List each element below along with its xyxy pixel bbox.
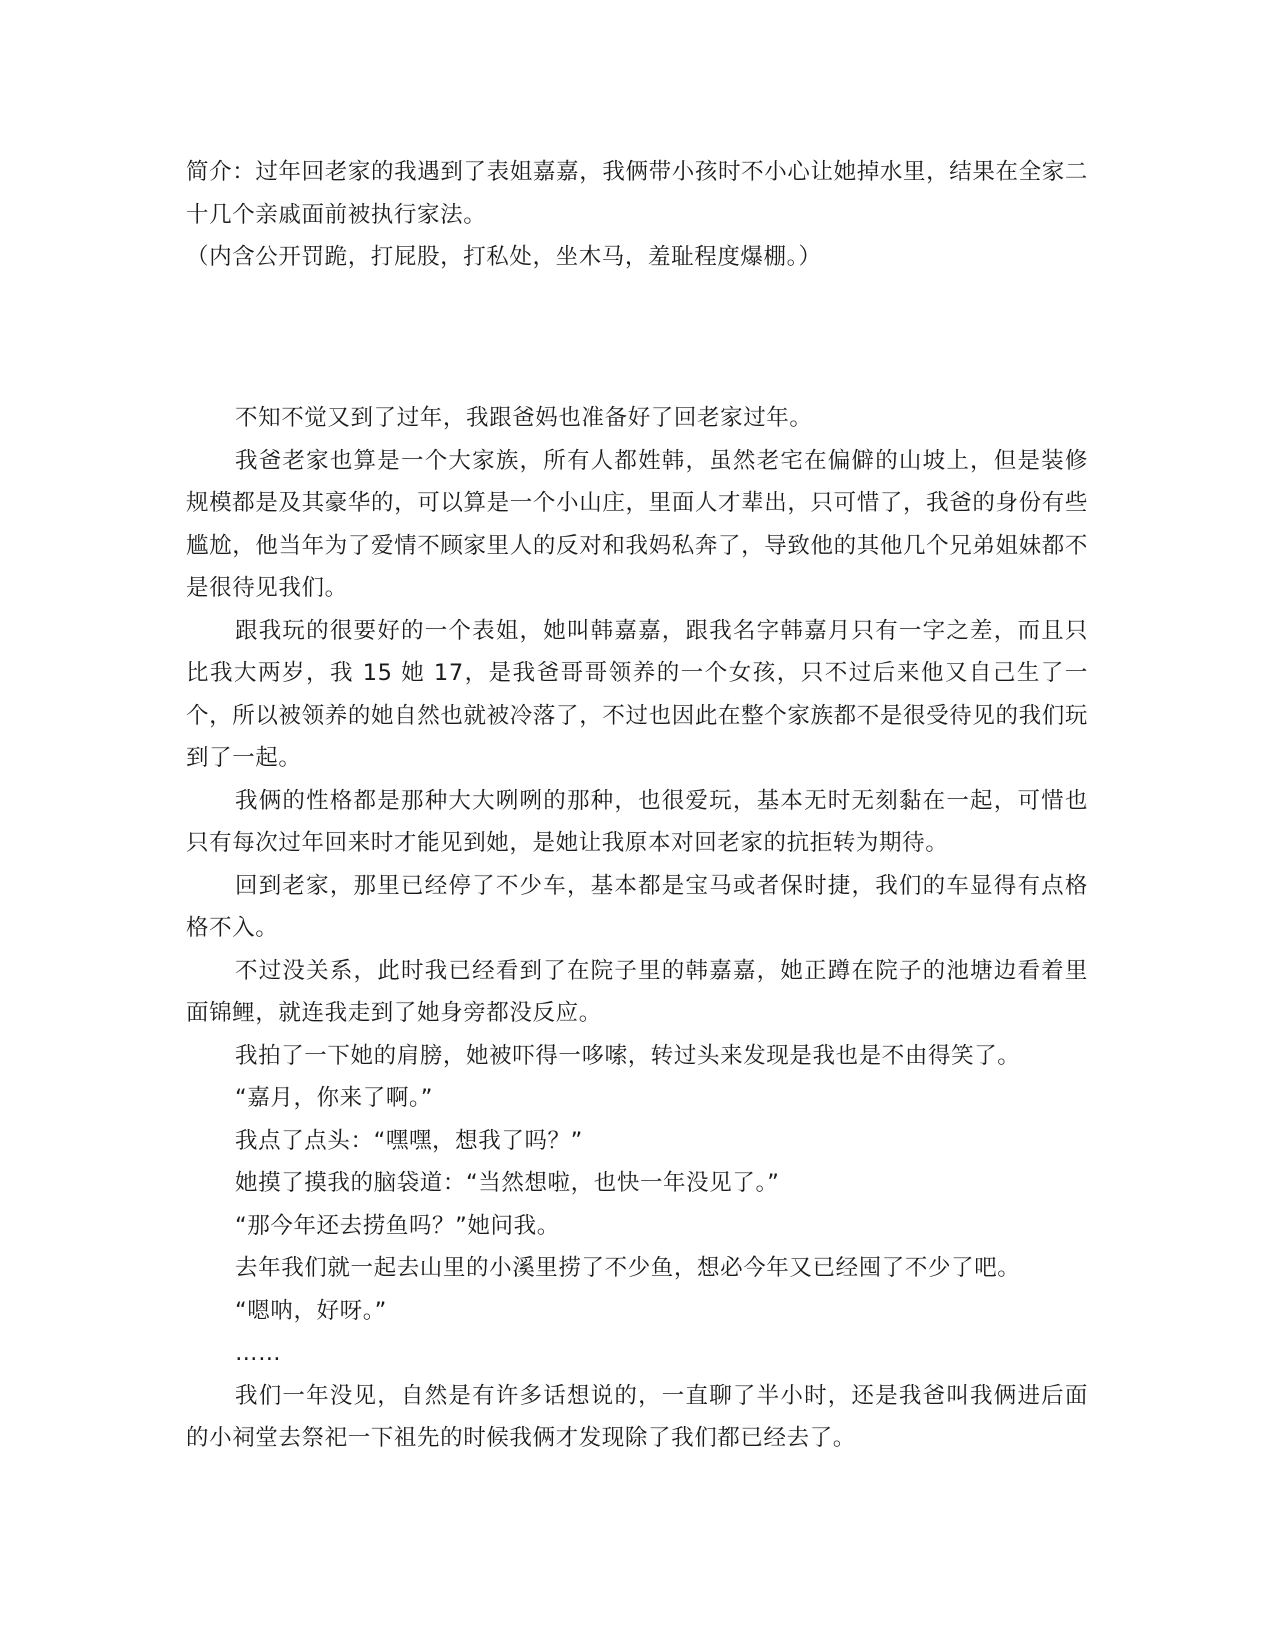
story-paragraph: 不过没关系，此时我已经看到了在院子里的韩嘉嘉，她正蹲在院子的池塘边看着里面锦鲤，就连我走到了她身旁都没反应。 bbox=[186, 957, 1088, 1026]
story-paragraph: 回到老家，那里已经停了不少车，基本都是宝马或者保时捷，我们的车显得有点格格不入。 bbox=[186, 872, 1088, 941]
dialogue-line: “嘉月，你来了啊。” bbox=[235, 1085, 434, 1111]
intro-section bbox=[186, 151, 1088, 279]
story-paragraph: 我点了点头：“嘿嘿，想我了吗？” bbox=[235, 1127, 583, 1154]
story-paragraph: 我们一年没见，自然是有许多话想说的，一直聊了半小时，还是我爸叫我俩进后面的小祠堂去祭祀一下祖先的时候我俩才发现除了我们都已经去了。 bbox=[186, 1382, 1088, 1451]
intro-summary: 简介：过年回老家的我遇到了表姐嘉嘉，我俩带小孩时不小心让她掉水里，结果在全家二十几个亲戚面前被执行家法。 bbox=[186, 159, 1088, 228]
intro-note: （内含公开罚跪，打屁股，打私处，坐木马，羞耻程度爆棚。） bbox=[186, 244, 822, 270]
ellipsis-line: …… bbox=[235, 1340, 282, 1366]
story-paragraph: 我俩的性格都是那种大大咧咧的那种，也很爱玩，基本无时无刻黏在一起，可惜也只有每次过年回来时才能见到她，是她让我原本对回老家的抗拒转为期待。 bbox=[186, 787, 1088, 856]
story-paragraph: 我拍了一下她的肩膀，她被吓得一哆嗦，转过头来发现是我也是不由得笑了。 bbox=[235, 1042, 1021, 1069]
story-paragraph: 不知不觉又到了过年，我跟爸妈也准备好了回老家过年。 bbox=[235, 405, 813, 431]
story-paragraph: 我爸老家也算是一个大家族，所有人都姓韩，虽然老宅在偏僻的山坡上，但是装修规模都是及其豪华的，可以算是一个小山庄，里面人才辈出，只可惜了，我爸的身份有些尴尬，他当年为了爱情不顾家里人的反对和我妈私奔了，导致他的其他几个兄弟姐妹都不是很待见我们。 bbox=[186, 447, 1088, 601]
dialogue-line: “嗯呐，好呀。” bbox=[235, 1297, 387, 1324]
story-paragraph: 去年我们就一起去山里的小溪里捞了不少鱼，想必今年又已经囤了不少了吧。 bbox=[235, 1255, 1021, 1281]
story-paragraph: 她摸了摸我的脑袋道：“当然想啦，也快一年没见了。” bbox=[235, 1170, 780, 1196]
story-body bbox=[186, 397, 1088, 1460]
story-paragraph: 跟我玩的很要好的一个表姐，她叫韩嘉嘉，跟我名字韩嘉月只有一字之差，而且只比我大两岁，我 15 她 17，是我爸哥哥领养的一个女孩，只不过后来他又自己生了一个，所以被领养的她自然也就被冷落了，不过也因此在整个家族都不是很受待见的我们玩到了一起。 bbox=[186, 617, 1088, 771]
dialogue-line: “那今年还去捞鱼吗？”她问我。 bbox=[235, 1212, 560, 1239]
